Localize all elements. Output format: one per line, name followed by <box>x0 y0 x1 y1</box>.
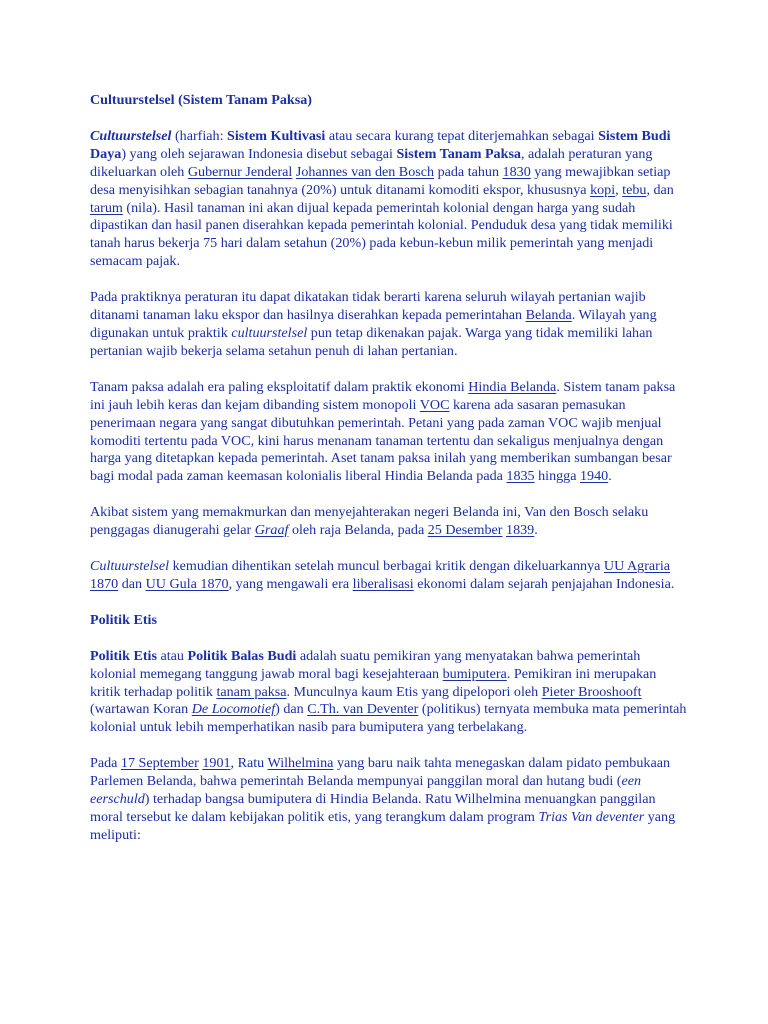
text-span: oleh raja Belanda, pada <box>288 522 428 539</box>
text-span: (nila). Hasil tanaman ini akan dijual kepada pemerintah kolonial dengan harga yang sudah dipastikan dan hasil panen diserahkan kepada pemerintah kolonial. Penduduk desa yang tidak memiliki tanah harus bekerja 75 hari dalam setahun (20%) pada kebun-kebun milik pemerintah yang menjadi semacam pajak. <box>90 199 673 270</box>
text-span: , dan <box>646 181 674 198</box>
link-de-locomotief-text: De Locomotief <box>191 701 276 718</box>
text-span: Tanam paksa adalah era paling eksploitatif dalam praktik ekonomi <box>90 378 469 395</box>
link-kopi[interactable]: kopi <box>590 181 616 198</box>
link-bumiputera[interactable]: bumiputera <box>442 665 507 682</box>
text-span: ) dan <box>275 701 308 718</box>
term-cultuurstelsel-italic: cultuurstelsel <box>231 324 308 341</box>
text-span: ) terhadap bangsa bumiputera di Hindia Belanda. Ratu Wilhelmina menuangkan panggilan moral tersebut ke dalam kebijakan politik etis, yang terangkum dalam program <box>90 791 656 825</box>
text-span: (politikus) ternyata membuka mata pemerintah kolonial untuk lebih memperhatikan nasib para bumiputera yang terbelakang. <box>90 701 687 736</box>
paragraph-politik-etis-intro <box>90 648 690 738</box>
paragraph-dihentikan <box>90 558 690 594</box>
text-span: . Pemikiran ini merupakan kritik terhadap politik <box>90 665 657 700</box>
text-span: dan <box>118 575 146 592</box>
text-span: hingga <box>534 468 580 485</box>
link-uu-agraria-1870[interactable]: UU Agraria 1870 <box>90 558 671 592</box>
term-sistem-budi-daya: Sistem Budi Daya <box>90 127 671 162</box>
text-span: yang mewajibkan setiap desa menyisihkan sebagian tanahnya (20%) untuk ditanami komoditi ekspor, khususnya <box>90 163 671 198</box>
link-c-th-van-deventer[interactable]: C.Th. van Deventer <box>307 701 419 718</box>
link-graaf[interactable] <box>255 522 289 538</box>
text-span: ekonomi dalam sejarah penjajahan Indonesia. <box>413 575 675 592</box>
link-hindia-belanda[interactable]: Hindia Belanda <box>468 378 557 395</box>
term-een-eerschuld: een eerschuld <box>90 773 642 808</box>
text-span: , adalah peraturan yang dikeluarkan oleh <box>90 145 653 180</box>
text-span: (harfiah: <box>171 127 228 144</box>
text-span: Akibat sistem yang memakmurkan dan menyejahterakan negeri Belanda ini, Van den Bosch selaku penggagas dianugerahi gelar <box>90 504 649 539</box>
link-graaf-text: Graaf <box>254 522 289 539</box>
link-de-locomotief[interactable] <box>192 701 275 717</box>
text-span: , Ratu <box>230 755 268 772</box>
paragraph-praktik <box>90 289 690 361</box>
text-span: (wartawan Koran <box>90 701 192 718</box>
link-1940[interactable]: 1940 <box>580 468 609 485</box>
text-span: . <box>608 468 612 485</box>
term-cultuurstelsel: Cultuurstelsel <box>90 127 172 144</box>
text-span: kemudian dihentikan setelah muncul berbagai kritik dengan dikeluarkannya <box>169 558 604 575</box>
paragraph-cultuurstelsel-intro <box>90 128 690 271</box>
link-17-september[interactable]: 17 September <box>120 755 199 772</box>
link-belanda[interactable]: Belanda <box>525 307 572 324</box>
text-span: ) yang oleh sejarawan Indonesia disebut sebagai <box>121 145 397 162</box>
section-heading-politik-etis: Politik Etis <box>90 611 157 628</box>
text-span: . Sistem tanam paksa ini jauh lebih keras dan kejam dibanding sistem monopoli <box>90 378 676 413</box>
link-gubernur-jenderal[interactable]: Gubernur Jenderal <box>187 163 293 180</box>
term-cultuurstelsel-italic: Cultuurstelsel <box>90 558 170 575</box>
link-tanam-paksa[interactable]: tanam paksa <box>216 683 287 700</box>
paragraph-wilhelmina <box>90 755 690 845</box>
text-span: . Wilayah yang digunakan untuk praktik <box>90 307 657 341</box>
link-1830[interactable]: 1830 <box>502 163 531 180</box>
text-span: Pada <box>90 755 121 772</box>
text-span: karena ada sasaran pemasukan penerimaan negara yang sangat dibutuhkan pemerintah. Petani yang pada zaman VOC wajib menjual komoditi tertentu pada VOC, kini harus menanam tanaman tertentu dan sekaligus menjualnya dengan harga yang ditetapkan kepada pemerintah. Aset tanam paksa inilah yang memberikan sumbangan besar bagi modal pada zaman keemasan kolonialis liberal Hindia Belanda pada <box>90 396 672 485</box>
text-span: . <box>534 522 538 539</box>
text-span: , <box>615 181 623 198</box>
term-politik-balas-budi: Politik Balas Budi <box>187 647 297 664</box>
document-page <box>90 92 690 863</box>
link-uu-gula-1870[interactable]: UU Gula 1870 <box>145 575 229 592</box>
text-span: atau secara kurang tepat diterjemahkan sebagai <box>325 127 599 144</box>
link-johannes-van-den-bosch[interactable]: Johannes van den Bosch <box>295 163 435 180</box>
text-span: yang baru naik tahta menegaskan dalam pidato pembukaan Parlemen Belanda, bahwa pemerintah Belanda mempunyai panggilan moral dan hutang budi ( <box>90 755 671 790</box>
link-tarum[interactable]: tarum <box>90 199 123 216</box>
text-span: yang meliputi: <box>90 809 676 843</box>
text-span: adalah suatu pemikiran yang menyatakan bahwa pemerintah kolonial memegang tanggung jawab moral bagi kesejahteraan <box>90 647 641 682</box>
text-span: . Munculnya kaum Etis yang dipelopori oleh <box>286 683 542 700</box>
section-heading-cultuurstelsel: Cultuurstelsel (Sistem Tanam Paksa) <box>90 92 312 108</box>
text-span: pada tahun <box>434 163 503 180</box>
text-span: , yang mengawali era <box>228 575 353 592</box>
link-25-desember[interactable]: 25 Desember <box>427 522 503 539</box>
link-1839[interactable]: 1839 <box>506 522 535 539</box>
link-voc[interactable]: VOC <box>419 396 450 413</box>
term-trias-van-deventer: Trias Van deventer <box>538 809 645 825</box>
link-1835[interactable]: 1835 <box>506 468 535 485</box>
link-1901[interactable]: 1901 <box>202 755 231 772</box>
term-sistem-tanam-paksa: Sistem Tanam Paksa <box>396 145 521 162</box>
link-liberalisasi[interactable]: liberalisasi <box>352 575 414 592</box>
link-tebu[interactable]: tebu <box>622 181 647 198</box>
paragraph-eksploitatif <box>90 379 690 486</box>
text-span: atau <box>156 647 188 664</box>
text-span: pun tetap dikenakan pajak. Warga yang tidak memiliki lahan pertanian wajib bekerja selama setahun penuh di lahan pertanian. <box>90 324 653 359</box>
term-politik-etis: Politik Etis <box>90 647 157 664</box>
link-wilhelmina[interactable]: Wilhelmina <box>267 755 334 772</box>
link-pieter-brooshooft[interactable]: Pieter Brooshooft <box>541 683 642 700</box>
text-span: Pada praktiknya peraturan itu dapat dikatakan tidak berarti karena seluruh wilayah pertanian wajib ditanami tanaman laku ekspor dan hasilnya diserahkan kepada pemerintahan <box>90 289 646 324</box>
term-sistem-kultivasi: Sistem Kultivasi <box>227 127 326 144</box>
paragraph-graaf <box>90 504 690 540</box>
